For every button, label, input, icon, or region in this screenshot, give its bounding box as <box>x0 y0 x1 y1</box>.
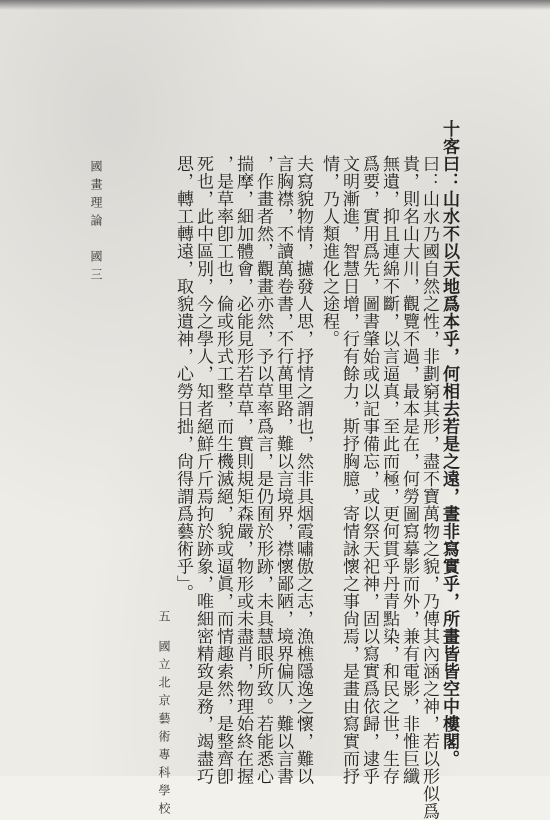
scan-top-edge <box>0 0 550 10</box>
text-column: 十客曰：山水不以天地爲本乎，何相去若是之遠，晝非寫實乎，所畫皆皆空中樓閣。 <box>439 120 459 768</box>
text-column: 爲要，實用爲先，圖書肇始或以記事備忘，或以祭天祀神，固以寫實爲依歸，逮乎 <box>359 155 379 785</box>
text-column: 曰：山水乃國自然之性，非劃窮其形，盡不寶萬物之貌，乃傳其內涵之神，若以形似爲 <box>419 155 439 820</box>
text-column: 死也，此中區別，今之學人，知者絕鮮斤斤焉拘於跡象，唯細密精致是務，竭盡巧 <box>193 155 213 785</box>
running-title: 國畫理論 國三 <box>89 160 103 286</box>
text-column: ，是草率卽工也，倫或形式工整，而生機滅絕，貌或逼眞，而情趣索然，是整齊卽 <box>213 155 233 785</box>
text-column: 思，轉工轉遠，取貌遺神，心勞日拙，尙得謂爲藝術乎」。 <box>173 155 193 602</box>
text-column: 無遺，抑且連綿不斷，以言逼真，至此而極，更何貫乎丹青點染，和民之世，生存 <box>379 155 399 785</box>
text-column: ，作畫者然，觀畫亦然，予以草率爲言，是仍囿於形跡，未具慧眼所致。若能悉心 <box>253 155 273 785</box>
text-column: 情，乃人類進化之途程。 <box>319 155 339 348</box>
page-number: 五 <box>157 610 171 628</box>
text-column: 貴，則名山大川，觀覽不過，最本是在，何勞圖寫摹影而外，兼有電影，非惟巨纖 <box>399 155 419 785</box>
text-column: 揣摩，細加體會，必能見形若草草，實則規矩森嚴，物形或未盡肖，物理始終在握 <box>233 155 253 785</box>
text-column: 言胸襟，不讀萬卷書，不行萬里路，難以言境界，襟懷鄙陋，境界偏仄，難以言書 <box>273 155 293 785</box>
text-column: 文明漸進，智慧日增，行有餘力，斯抒胸臆，寄情詠懷之事尙焉，是畫由寫實而抒 <box>339 155 359 785</box>
school-name: 國立北京藝術專科學校 <box>157 640 171 820</box>
text-column: 夫寫貌物情，攄發人思，抒情之謂也，然非具烟霞嘯傲之志，漁樵隱逸之懷，難以 <box>293 155 313 785</box>
